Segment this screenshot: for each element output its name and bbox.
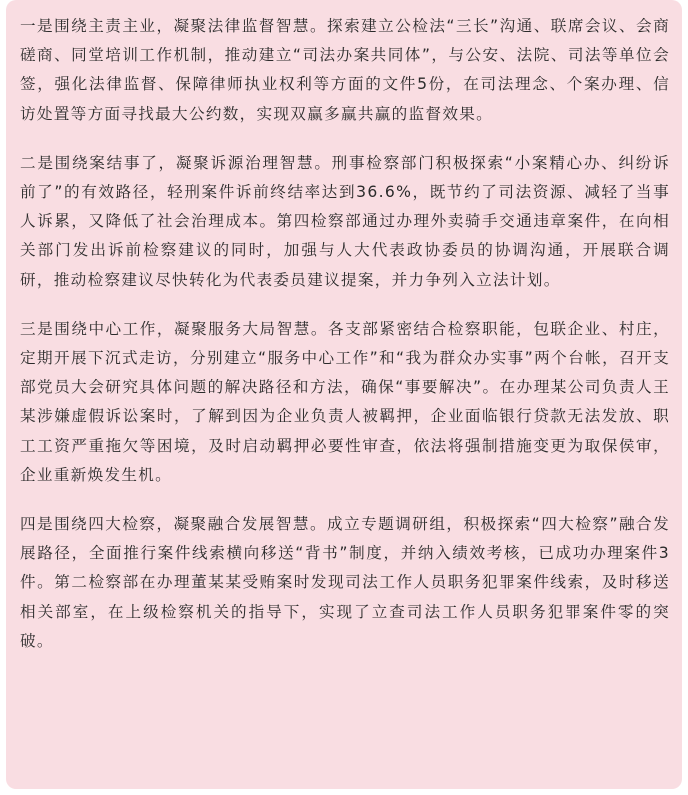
paragraph-4: 四是围绕四大检察，凝聚融合发展智慧。成立专题调研组，积极探索“四大检察”融合发展路径，全面推行案件线索横向移送“背书”制度，并纳入绩效考核，已成功办理案件3件。第二检察部在办理董某某受贿案时发现司法工作人员职务犯罪案件线索，及时移送相关部室，在上级检察机关的指导下，实现了立查司法工作人员职务犯罪案件零的突破。: [20, 515, 670, 650]
paragraph-1: 一是围绕主责主业，凝聚法律监督智慧。探索建立公检法“三长”沟通、联席会议、会商磋商、同堂培训工作机制，推动建立“司法办案共同体”，与公安、法院、司法等单位会签，强化法律监督、保障律师执业权利等方面的文件5份，在司法理念、个案办理、信访处置等方面寻找最大公约数，实现双赢多赢共赢的监督效果。: [20, 17, 670, 123]
paragraph-2: 二是围绕案结事了，凝聚诉源治理智慧。刑事检察部门积极探索“小案精心办、纠纷诉前了”的有效路径，轻刑案件诉前终结率达到36.6%，既节约了司法资源、减轻了当事人诉累，又降低了社会治理成本。第四检察部通过办理外卖骑手交通违章案件，在向相关部门发出诉前检察建议的同时，加强与人大代表政协委员的协调沟通，开展联合调研，推动检察建议尽快转化为代表委员建议提案，并力争列入立法计划。: [20, 153, 670, 289]
paragraph-3: 三是围绕中心工作，凝聚服务大局智慧。各支部紧密结合检察职能，包联企业、村庄，定期开展下沉式走访，分别建立“服务中心工作”和“我为群众办实事”两个台帐，召开支部党员大会研究具体问题的解决路径和方法，确保“事要解决”。在办理某公司负责人王某涉嫌虚假诉讼案时，了解到因为企业负责人被羁押，企业面临银行贷款无法发放、职工工资严重拖欠等困境，及时启动羁押必要性审查，依法将强制措施变更为取保侯审，企业重新焕发生机。: [20, 319, 670, 484]
article-card: [6, 0, 682, 789]
